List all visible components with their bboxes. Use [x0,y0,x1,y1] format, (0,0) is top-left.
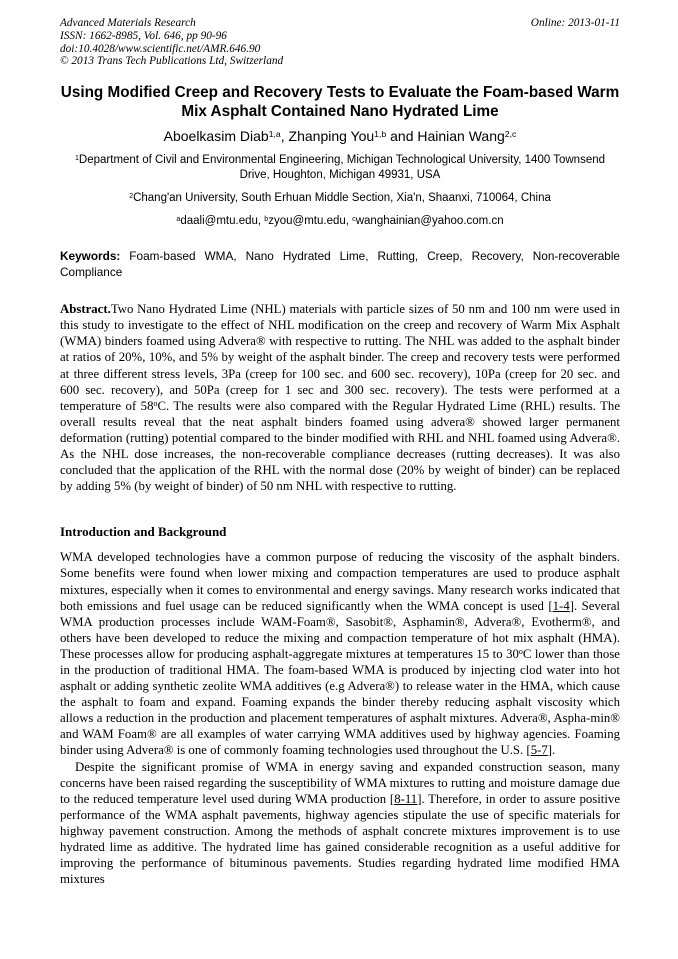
intro-paragraph-2 [60,759,620,888]
superscript-text: c [352,214,356,223]
text-segment: Aboelkasim Diab [163,128,269,145]
paper-title: Using Modified Creep and Recovery Tests to Evaluate the Foam-based Warm Mix Asphalt Contained Nano Hydrated Lime [60,84,620,121]
intro-paragraph-1 [60,549,620,758]
text-segment: and Hainian Wang [386,128,505,145]
online-date: Online: 2013-01-11 [530,17,620,29]
superscript-text: o [153,398,158,408]
text-segment: Two Nano Hydrated Lime (NHL) materials with particle sizes of 50 nm and 100 nm were used in this study to investigate to the effect of NHL modification on the creep and recovery of Warm Mix Asphalt (WMA) binders foamed using Advera® with respective to rutting. The NHL was added to the asphalt binder at ratios of 20%, 10%, and 5% by weight of the asphalt binder. The creep and recovery tests were performed at three different stress levels, 3Pa (creep for 100 sec. and 600 sec. recovery), 10Pa (creep for 20 sec. and 600 sec. recovery), and 50Pa (creep for 1 sec and 300 sec. recovery). The tests were performed at a temperature of 58 [60,302,620,413]
bold-lead-text: Abstract. [60,302,111,317]
affiliation-2 [66,191,614,206]
text-segment: zyou@mtu.edu, [268,215,353,228]
text-segment: daali@mtu.edu, [180,215,265,228]
superscript-text: 2 [129,191,134,200]
journal-header-left [60,17,283,68]
text-segment: ]. [547,743,556,758]
copyright-line: © 2013 Trans Tech Publications Ltd, Switzerland [60,55,284,68]
author-emails [60,214,620,229]
keywords-block [60,249,620,280]
issn-volume-line: ISSN: 1662-8985, Vol. 646, pp 90-96 [60,29,227,42]
text-segment: , Zhanping You [280,128,375,145]
text-segment: C. The results were also compared with the Regular Hydrated Lime (RHL) results. The overall results reveal that the neat asphalt binders foamed using advera® showed larger permanent deformation (rutting) potential compared to the binder modified with RHL and NHL foamed using Advera®. As the NHL dose increases, the non-recoverable compliance decreases (rutting decreases). It was also concluded that the application of the RHL with the normal dose (20% by weight of binder) can be replaced by adding 5% (by weight of binder) of 50 nm NHL with respective to rutting. [60,398,620,494]
keywords-label: Keywords: [60,249,121,264]
text-segment: ]. Several WMA production processes include WAM-Foam®, Sasobit®, Asphamin®, Advera®, Evotherm®, and others have been developed to reduce the mixing and compaction temperature of hot mix asphalt (HMA). These processes allow for producing asphalt-aggregate mixtures at temperatures 15 to 30 [60,598,620,661]
doi-line: doi:10.4028/www.scientific.net/AMR.646.90 [60,42,261,55]
text-segment: Despite the significant promise of WMA in energy saving and expanded construction season, many concerns have been raised regarding the susceptibility of WMA mixtures to rutting and moisture damage due to the reduced temperature level used during WMA production [ [60,759,620,806]
superscript-text: 1 [74,153,79,162]
superscript-text: b [264,214,269,223]
text-segment: Chang'an University, South Erhuan Middle Section, Xia'n, Shaanxi, 710064, China [133,192,551,205]
superscript-text: a [176,214,181,223]
journal-header [60,17,620,68]
affiliation-1 [66,153,614,183]
text-segment: ]. Therefore, in order to assure positive performance of the WMA asphalt pavements, highway agencies stipulate the use of specific materials for highway pavement construction. Among the methods of asphalt concrete mixtures improvement is to use hydrated lime as additive. The hydrated lime has gained considerable recognition as a useful additive for improving the performance of bituminous pavements. Studies regarding hydrated lime modified HMA mixtures [60,791,620,887]
text-segment: wanghainian@yahoo.com.cn [355,215,504,228]
text-segment: Department of Civil and Environmental Engineering, Michigan Technological University, 1400 Townsend Drive, Houghton, Michigan 49931, USA [78,154,606,182]
superscript-text: 2,c [504,129,517,140]
citation-link[interactable]: 1-4 [552,598,570,613]
citation-link[interactable]: 5-7 [530,743,548,758]
superscript-text: 1,b [374,129,387,140]
citation-link[interactable]: 8-11 [394,791,418,806]
authors-line [60,127,620,145]
section-heading-introduction: Introduction and Background [60,524,227,540]
superscript-text: o [518,647,523,657]
text-segment: WMA developed technologies have a common purpose of reducing the viscosity of the asphalt binders. Some benefits were found when lower mixing and compaction temperatures are used to produce asphalt mixtures, especially when it comes to environmental and energy savings. Many research works indicated that both emissions and fuel usage can be reduced significantly when the WMA concept is used [ [60,550,620,613]
superscript-text: 1,a [268,129,281,140]
text-segment: C lower than those in the production of traditional HMA. The foam-based WMA is produced by injecting clod water into hot asphalt or adding synthetic zeolite WMA additives (e.g Advera®) to release water in the HMA, which cause the asphalt to foam and expand. Foaming expands the binder thereby reducing asphalt viscosity which allows a reduction in the production and placement temperatures of asphalt mixtures. Advera®, Aspha-min® and WAM Foam® are all examples of water carrying WMA additives used by highway agencies. Foaming binder using Advera® is one of commonly foaming technologies used throughout the U.S. [ [60,646,620,758]
keywords-text: Foam-based WMA, Nano Hydrated Lime, Rutting, Creep, Recovery, Non-recoverable Compliance [60,249,620,279]
abstract-paragraph [60,301,620,494]
journal-name: Advanced Materials Research [60,17,196,29]
